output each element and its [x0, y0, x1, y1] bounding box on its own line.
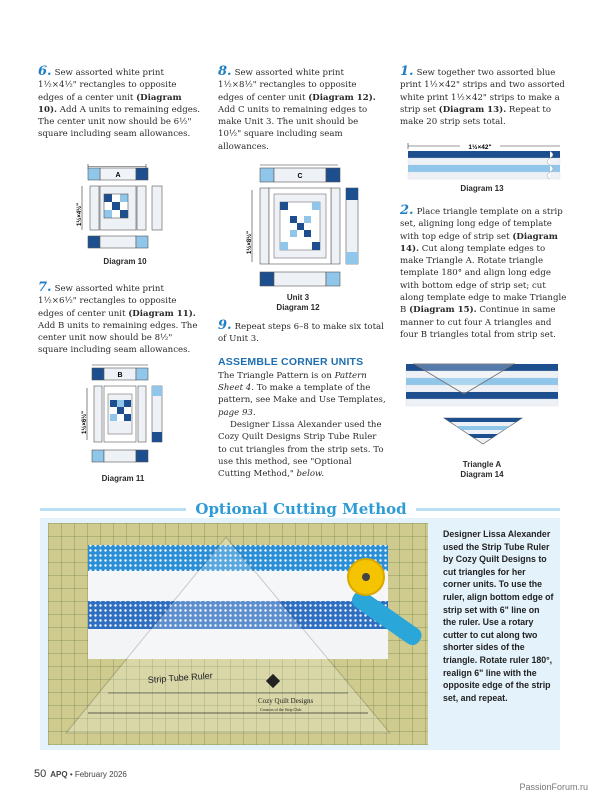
ruler-name: Strip Tube Ruler — [147, 670, 214, 685]
diagram-12-label: Diagram 12 — [276, 303, 320, 312]
diagram-14-label: Diagram 14 — [460, 470, 504, 479]
right-column — [400, 66, 568, 134]
magazine-name: APQ — [50, 770, 68, 779]
diagram-10 — [78, 160, 178, 260]
issue-date: February 2026 — [74, 770, 127, 779]
optional-description: Designer Lissa Alexander used the Strip Tube Ruler by Cozy Quilt Designs to cut triangles for her corner units. To use the ruler, align bottom edge of strip set with 6" line on the ruler. Use a rotary cutter to cut along two shorter sides of the triangle. Rotate ruler 180°, realign 6" line with the opposite edge of the strip set, and repeat. — [443, 529, 554, 703]
assemble-para-2: Designer Lissa Alexander used the Cozy Quilt Designs Strip Tube Ruler to cut triangles from the strip sets. To use this method, see "Optional Cutting Method," below. — [218, 420, 384, 480]
step-number: 1. — [400, 64, 414, 79]
step-number: 6. — [38, 64, 52, 79]
middle-column — [218, 66, 383, 159]
unit-3-label: Unit 3 — [286, 293, 310, 302]
ruler-photo — [48, 523, 428, 745]
unit-a-label: A — [115, 172, 121, 179]
unit-c-label: C — [297, 173, 303, 180]
optional-title: Optional Cutting Method — [186, 500, 416, 518]
middle-column-lower — [218, 320, 386, 481]
d13-dim: 1½×42" — [468, 144, 492, 151]
page-number: 50 — [34, 768, 47, 780]
diagram-11 — [84, 362, 174, 474]
assemble-para-1: The Triangle Pattern is on Pattern Sheet 4. To make a template of the pattern, see Make and Use Templates, page 93. — [218, 370, 386, 418]
left-column-lower — [38, 282, 203, 363]
page-footer: 50 APQ • February 2026 — [34, 768, 127, 780]
step-7: 7. Sew assorted white print 1½×6½" rectangles to opposite edges of center unit (Diagram 11). Add B units to remaining edges. The center unit now should be 8½" square including seam allowances. — [38, 280, 198, 356]
step-2: 2. Place triangle template on a strip set, aligning long edge of template with top edge of strip set (Diagram 14). Cut along template edges to make Triangle A. Rotate triangle template 180° and align long edge with bottom edge of strip set; cut along template edge to make Triangle B (Diagram 15). Continue in same manner to cut four A triangles and four B triangles total from strip set. — [400, 203, 567, 340]
d10-side-dim: 1½×4½" — [77, 202, 83, 226]
assemble-heading: ASSEMBLE CORNER UNITS — [218, 355, 364, 368]
d12-side-dim: 1½×8½" — [247, 230, 253, 254]
ruler-photo-illustration — [48, 523, 428, 745]
unit-b-label: B — [117, 372, 123, 379]
step-number: 8. — [218, 64, 232, 79]
triangle-a-label: Triangle A — [462, 460, 502, 469]
d11-side-dim: 1½×6½" — [82, 410, 88, 434]
step-6: 6. Sew assorted white print 1½×4½" rectangles to opposite edges of a center unit (Diagram 10). Add A units to remaining edges. The center unit now should be 6½" square including seam allowances. — [38, 64, 200, 140]
diagram-13-label: Diagram 13 — [460, 184, 504, 193]
step-1: 1. Sew together two assorted blue print 1½×42" strips and two assorted white print 1½×42" strips to make a strip set (Diagram 13). Repeat to make 20 strip sets total. — [400, 64, 565, 128]
step-9: 9. Repeat steps 6–8 to make six total of Unit 3. — [218, 318, 384, 345]
step-number: 2. — [400, 203, 414, 218]
diagram-14 — [400, 362, 565, 458]
step-8: 8. Sew assorted white print 1½×8½" rectangles to opposite edges of center unit (Diagram 12). Add C units to remaining edges to make Unit 3. The unit should be 10½" square including seam allowances. — [218, 64, 376, 152]
watermark: PassionForum.ru — [519, 782, 588, 792]
diagram-12 — [238, 162, 368, 292]
triangle-a — [444, 418, 522, 444]
diagram-13 — [400, 140, 565, 182]
ruler-brand: Cozy Quilt Designs — [258, 697, 314, 705]
diagram-10-label: Diagram 10 — [103, 257, 147, 266]
diagram-11-label: Diagram 11 — [101, 474, 145, 483]
ruler-sub: Creators of the Strip Club — [260, 707, 302, 712]
left-column — [38, 66, 203, 147]
right-column-lower — [400, 205, 568, 347]
step-number: 9. — [218, 318, 232, 333]
step-number: 7. — [38, 280, 52, 295]
